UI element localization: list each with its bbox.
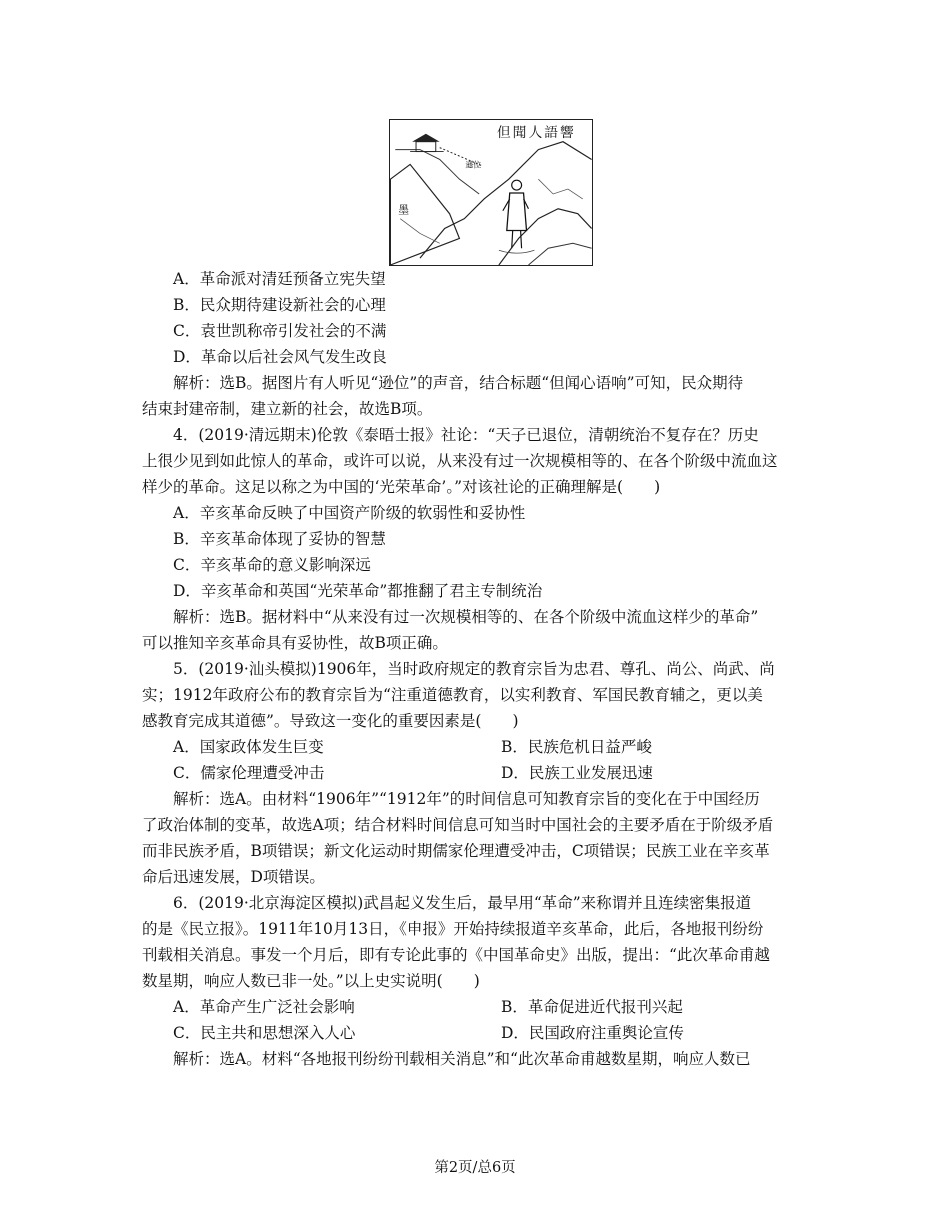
q6-stem-line-4: 数星期，响应人数已非一处。”以上史实说明( ) xyxy=(142,972,480,990)
q4-analysis-line-2: 可以推知辛亥革命具有妥协性，故B项正确。 xyxy=(142,634,448,652)
q3-analysis-line-1: 解析：选B。据图片有人听见“逊位”的声音，结合标题“但闻心语响”可知，民众期待 xyxy=(173,374,744,392)
q6-option-a: A．革命产生广泛社会影响 xyxy=(173,998,355,1016)
q5-option-b: B．民族危机日益严峻 xyxy=(501,738,652,756)
q5-analysis-line-1: 解析：选A。由材料“1906年”“1912年”的时间信息可知教育宗旨的变化在于中国经历 xyxy=(173,790,760,808)
q3-analysis-line-2: 结束封建帝制，建立新的社会，故选B项。 xyxy=(142,400,433,418)
q4-option-a: A．辛亥革命反映了中国资产阶级的软弱性和妥协性 xyxy=(173,504,526,522)
q5-stem-line-3: 感教育完成其道德”。导致这一变化的重要因素是( ) xyxy=(142,712,519,730)
q5-stem-line-1: 5．(2019·汕头模拟)1906年，当时政府规定的教育宗旨为忠君、尊孔、尚公、尚武、尚 xyxy=(173,660,775,678)
q4-option-b: B．辛亥革命体现了妥协的智慧 xyxy=(173,530,386,548)
q5-stem-line-2: 实；1912年政府公布的教育宗旨为“注重道德教育，以实利教育、军国民教育辅之，更以美 xyxy=(142,686,763,704)
q6-option-b: B．革命促进近代报刊兴起 xyxy=(501,998,683,1016)
q5-analysis-line-2: 了政治体制的变革，故选A项；结合材料时间信息可知当时中国社会的主要矛盾在于阶级矛盾 xyxy=(142,816,774,834)
q5-option-a: A．国家政体发生巨变 xyxy=(173,738,324,756)
page-footer: 第2页/总6页 xyxy=(434,1160,516,1176)
q3-option-c: C．袁世凯称帝引发社会的不满 xyxy=(173,322,387,340)
q5-analysis-line-3: 而非民族矛盾，B项错误；新文化运动时期儒家伦理遭受冲击，C项错误；民族工业在辛亥革 xyxy=(142,842,770,860)
q3-option-d: D．革命以后社会风气发生改良 xyxy=(173,348,387,366)
q3-option-a: A．革命派对清廷预备立宪失望 xyxy=(173,270,386,288)
q6-stem-line-2: 的是《民立报》。1911年10月13日，《申报》开始持续报道辛亥革命，此后，各地报刊纷纷 xyxy=(142,920,764,938)
q4-stem-line-2: 上很少见到如此惊人的革命，或许可以说，从来没有过一次规模相等的、在各个阶级中流血这 xyxy=(142,452,778,470)
q4-option-c: C．辛亥革命的意义影响深远 xyxy=(173,556,371,574)
q4-stem-line-1: 4．(2019·清远期末)伦敦《泰晤士报》社论：“天子已退位，清朝统治不复存在？历史 xyxy=(173,426,759,444)
q4-option-d: D．辛亥革命和英国“光荣革命”都推翻了君主专制统治 xyxy=(173,582,543,600)
q6-stem-line-3: 刊载相关消息。事发一个月后，即有专论此事的《中国革命史》出版，提出：“此次革命甫越 xyxy=(142,946,770,964)
q6-analysis-line-1: 解析：选A。材料“各地报刊纷纷刊载相关消息”和“此次革命甫越数星期，响应人数已 xyxy=(173,1050,751,1068)
q4-stem-line-3: 样少的革命。这足以称之为中国的‘光荣革命’。”对该社论的正确理解是( ) xyxy=(142,478,661,496)
q3-option-b: B．民众期待建设新社会的心理 xyxy=(173,296,386,314)
cartoon-sign: 遜位 xyxy=(465,160,482,170)
cartoon-illustration xyxy=(389,119,593,266)
q6-stem-line-1: 6．(2019·北京海淀区模拟)武昌起义发生后，最早用“革命”来称谓并且连续密集报道 xyxy=(173,894,752,912)
cartoon-caption: 但聞人語響 xyxy=(496,124,576,141)
q6-option-c: C．民主共和思想深入人心 xyxy=(173,1024,356,1042)
cartoon-seal: 墨 xyxy=(398,203,410,217)
q5-option-c: C．儒家伦理遭受冲击 xyxy=(173,764,325,782)
q5-analysis-line-4: 命后迅速发展，D项错误。 xyxy=(142,868,325,886)
q4-analysis-line-1: 解析：选B。据材料中“从来没有过一次规模相等的、在各个阶级中流血这样少的革命” xyxy=(173,608,759,626)
q6-option-d: D．民国政府注重舆论宣传 xyxy=(501,1024,684,1042)
q5-option-d: D．民族工业发展迅速 xyxy=(501,764,653,782)
